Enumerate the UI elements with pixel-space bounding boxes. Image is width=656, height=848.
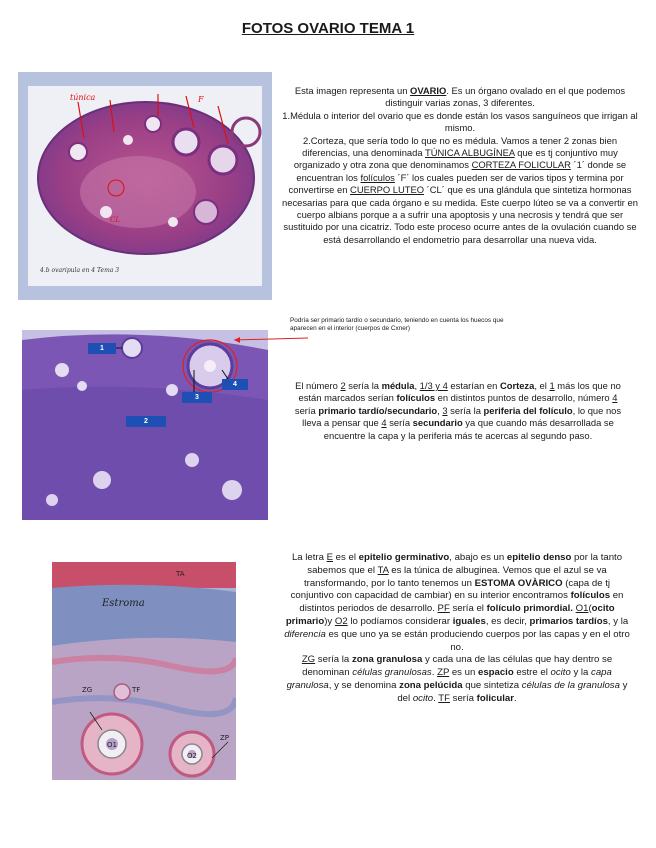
svg-text:F: F — [198, 95, 204, 104]
label-4: 4 — [222, 379, 248, 390]
img-label-zg: ZG — [82, 686, 93, 694]
label-1: 1 — [88, 343, 116, 354]
img-label-o1: O1 — [107, 741, 117, 749]
img-label-ta: TA — [176, 570, 185, 578]
svg-text:CL: CL — [110, 216, 121, 224]
slide-caption: 4.b ovaripula en 4 Tema 3 — [40, 267, 120, 274]
img-label-zp: ZP — [220, 734, 230, 742]
section1-text: Esta imagen representa un OVARIO. Es un órgano ovalado en el que podemos distinguir varias zonas, 3 diferentes. 1.Médula o interior del ovario que es donde están los vasos sanguíneos que irrigan al mismo. 2.Corteza, que sería todo lo que no es médula. Vamos a tener 2 zonas bien diferencias, una denominada TÚNICA ALBUGÍNEA que es tj conjuntivo muy organizado y otra zona que denominamos CORTEZA FOLICULAR ´1´ donde se encuentran los folículos ´F´ los cuales pueden ser de varios tipos y termina por convertirse en CUERPO LUTEO ´CL´ que es una glándula que sintetiza hormonas necesarias para que cada órgano e su medida. Este cuerpo lúteo se va a convertir en cuerpo albians porque a a sufrir una apoptosis y una necrosis y tendrá que ser sustituido por una cicatriz. Todo este proceso ocurre antes de la ovulación cuando se está desarrollando el endometrio para desarrollar una nueva vida. — [282, 85, 638, 245]
ovary-micrograph-image — [18, 72, 272, 300]
svg-text:túnica: túnica — [70, 93, 96, 102]
label-3: 3 — [182, 392, 212, 403]
label-2: 2 — [126, 416, 166, 427]
section3-text: La letra E es el epitelio germinativo, abajo es un epitelio denso por la tanto sabemos que el TA es la túnica de albuginea. Vemos que el azul se va transformando, por lo tanto tenemos un ESTOMA OVÀRICO (capa de tj conjuntivo con capacidad de cambiar) en su interior encontramos folículos en distintos periodos de desarrollo. PF sería el folículo primordial. O1(ocito primario)y O2 lo podíamos considerar iguales, es decir, primarios tardíos, y la diferencia es que uno ya se están produciendo cuerpos por las capas y en el otro no. ZG sería la zona granulosa y cada una de las células que hay dentro se denominan células granulosas. ZP es un espacio estre el ocito y la capa granulosa, y se denomina zona pelúcida que sintetiza células de la granulosa y del ocito. TF sería folicular. — [284, 552, 630, 704]
page-title: FOTOS OVARIO TEMA 1 — [241, 20, 415, 37]
img-label-tf: TF — [132, 686, 141, 694]
annotation-note: Podría ser primario tardío o secundario, teniendo en cuenta los huecos que aparecen en el interior (cuerpos de Cxner) — [290, 317, 504, 332]
section2-text: El número 2 sería la médula, 1/3 y 4 estarían en Corteza, el 1 más los que no están marcados serían folículos en distintos puntos de desarrollo, número 4 sería primario tardío/secundario, 3 sería la periferia del folículo, lo que nos lleva a pensar que 4 sería secundario ya que cuando más desarrollada se encuentre la capa y la periferia más te acercas al segundo paso. — [294, 380, 622, 441]
annotation-arrow — [230, 330, 310, 350]
img-label-o2: O2 — [187, 752, 197, 760]
ovary-cortex-micrograph-image — [22, 330, 268, 520]
follicle-micrograph-image — [52, 562, 236, 780]
img-label-estroma: Estroma — [102, 598, 145, 609]
